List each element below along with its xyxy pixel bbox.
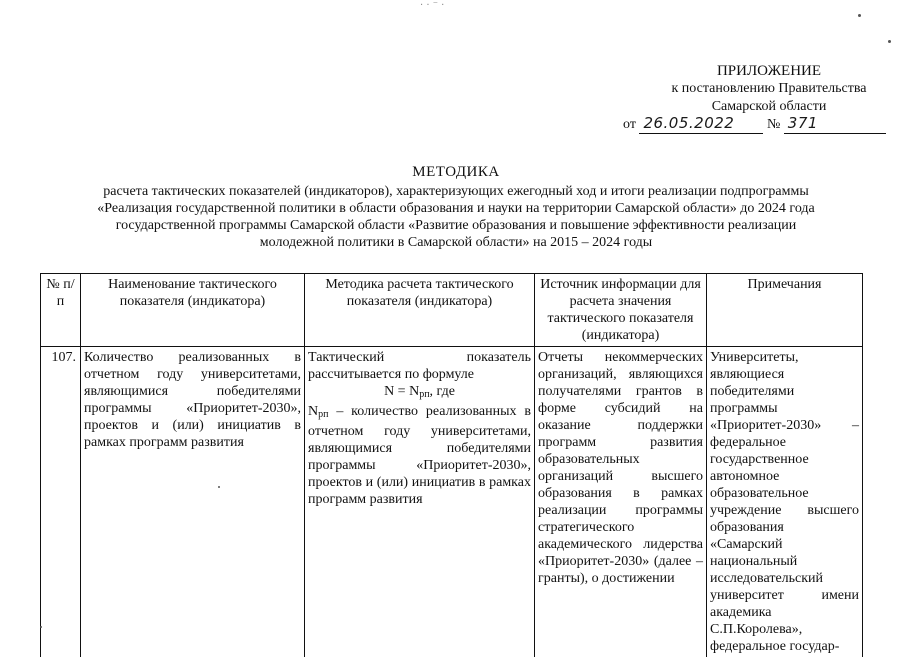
scan-speck (888, 40, 891, 43)
heading-line-2: «Реализация государственной политики в области образования и науки на территории Самарской области» до 2024 года (40, 200, 872, 217)
appendix-line-2: Самарской области (638, 98, 900, 116)
number-label: № (767, 117, 780, 132)
scan-artifact: · · ⁻ · (420, 0, 490, 12)
decree-reference (623, 114, 886, 134)
scan-speck (858, 14, 861, 17)
decree-date (639, 114, 763, 134)
document-heading (40, 164, 872, 251)
table-header-row (41, 274, 863, 347)
row-indicator-name: Количество реализованных в отчетном году университетами, являющимися победителями программы «Приоритет-2030», проектов и (или) инициатив в рамках программ развития (81, 347, 305, 657)
appendix-title: ПРИЛОЖЕНИЕ (638, 62, 900, 80)
decree-number-handwritten: 371 (788, 114, 818, 132)
heading-line-3: государственной программы Самарской области «Развитие образования и повышение эффективности реализации (40, 217, 872, 234)
formula-right: , где (430, 384, 455, 399)
heading-line-4: молодежной политики в Самарской области» на 2015 – 2024 годы (40, 234, 872, 251)
row-notes: Университеты, являющиеся победителями программы «Приоритет-2030» – федеральное государственное автономное образовательное учреждение высшего образования «Самарский национальный исследовательский университет имени академика С.П.Королева», федеральное государ- (707, 347, 863, 657)
decree-date-handwritten: 26.05.2022 (643, 114, 734, 132)
method-formula (308, 383, 531, 403)
scan-speck (40, 626, 42, 628)
heading-title: МЕТОДИКА (40, 164, 872, 181)
formula-subscript: рп (419, 389, 429, 400)
from-label: от (623, 117, 636, 132)
appendix-block (600, 62, 900, 116)
row-source: Отчеты некоммерческих организаций, являющихся получателями грантов в форме субсидий на оказание поддержки программ развития образовательных организаций высшего образования в рамках реализации программы стратегического академического лидерства «Приоритет-2030» (далее – гранты), о достижении (535, 347, 707, 657)
definition-subscript: рп (318, 409, 328, 420)
indicator-table (40, 273, 863, 657)
row-method (305, 347, 535, 657)
definition-text: – количество реализованных в отчетном году университетами, являющимися победителями программы «Приоритет-2030», проектов и (или) инициатив в рамках программ развития (308, 404, 531, 507)
scan-speck (218, 486, 220, 488)
table-row (41, 347, 863, 657)
formula-left: N = N (384, 384, 419, 399)
row-number: 107. (41, 347, 81, 657)
heading-line-1: расчета тактических показателей (индикаторов), характеризующих ежегодный ход и итоги реализации подпрограммы (40, 183, 872, 200)
method-intro: Тактический показатель рассчитывается по формуле (308, 350, 531, 382)
appendix-line-1: к постановлению Правительства (638, 80, 900, 98)
method-definition (308, 404, 531, 507)
definition-variable: N (308, 404, 318, 419)
header-method: Методика расчета тактического показателя (индикатора) (305, 274, 535, 347)
header-number: № п/п (41, 274, 81, 347)
header-source: Источник информации для расчета значения тактического показателя (индикатора) (535, 274, 707, 347)
header-notes: Примечания (707, 274, 863, 347)
decree-number (784, 114, 886, 134)
header-indicator-name: Наименование тактического показателя (индикатора) (81, 274, 305, 347)
